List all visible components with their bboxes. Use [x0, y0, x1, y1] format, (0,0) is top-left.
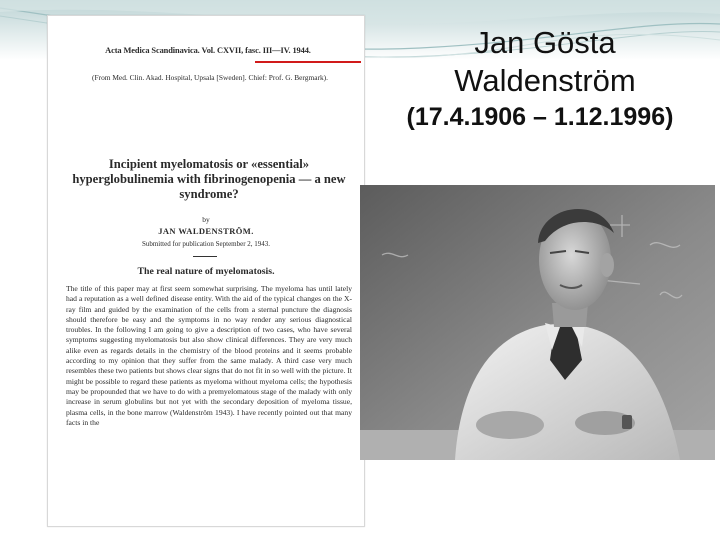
- paper-title: Incipient myelomatosis or «essential» hyperglobulinemia with fibrinogenopenia — a new syndrome?: [72, 157, 346, 201]
- journal-page-scan: [47, 15, 365, 527]
- life-dates: (17.4.1906 – 1.12.1996): [406, 103, 674, 131]
- slide-title: Jan Gösta Waldenström: [454, 25, 636, 98]
- section-heading: The real nature of myelomatosis.: [137, 266, 275, 277]
- paper-body-text: The title of this paper may at first seem somewhat surprising. The myeloma has until lately had a reputation as a well defined disease entity. With the aid of the typical changes on the X-ray film and guided by the examination of the cells from a sternal puncture the diagnosis should therefore be easy and the symptoms in no way render any serious diagnostical troubles. In the following I am going to give a description of two cases, who have several symptoms suggesting myelomatosis but also show clinical differences. They are very much alike even as regards details in the chemistry of the blood proteins and it seems probable according to my opinion that they suffer from the same malady. A third case very much resembles these two patients but shows clear signs that do not fit in so well with the picture. It might be possible to regard these patients as myeloma without myeloma cells; the hypothesis may be propounded that we have to do with a premyelomatous stage of the malady with only increase in serum globulins but not yet with the secondary deposition of myeloma tissue, plasma cells, in the bone marrow (Waldenström 1943). I have recently pointed out that many facts in the: [66, 284, 352, 427]
- by-word: by: [202, 215, 210, 224]
- paper-author: JAN WALDENSTRÖM.: [158, 226, 254, 236]
- red-underline: [255, 61, 361, 63]
- portrait-photo: [360, 185, 715, 460]
- submitted-date: Submitted for publication September 2, 1943.: [141, 240, 271, 248]
- divider: [193, 256, 217, 257]
- institution-line: (From Med. Clin. Akad. Hospital, Upsala [Sweden]. Chief: Prof. G. Bergmark).: [92, 73, 328, 82]
- journal-citation: Acta Medica Scandinavica. Vol. CXVII, fasc. III—IV. 1944.: [105, 46, 311, 55]
